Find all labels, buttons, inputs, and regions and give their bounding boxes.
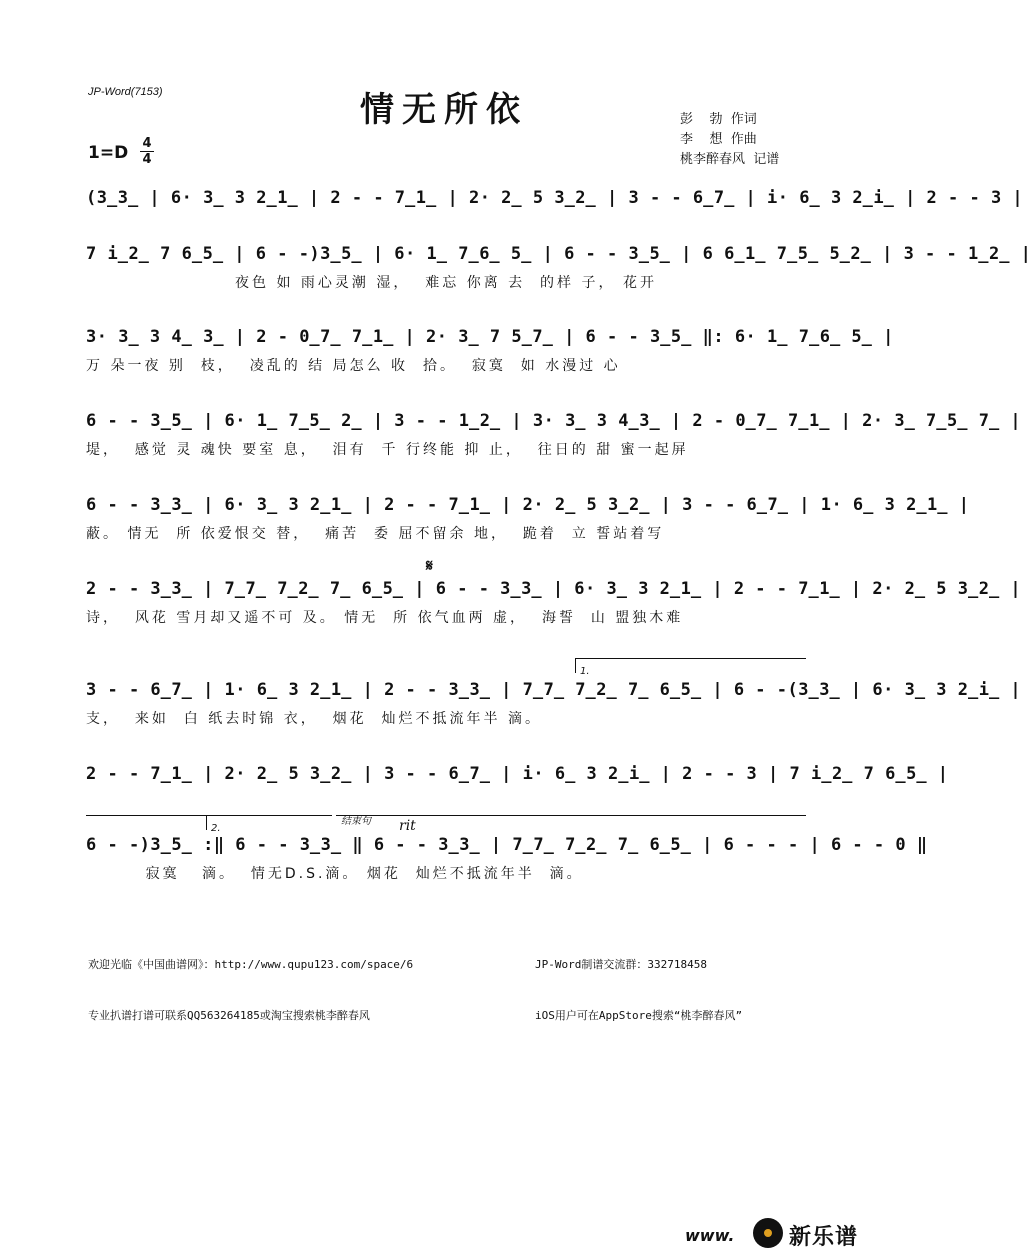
credits-block [680, 110, 779, 170]
notes-line: 2 - - 7̲1̲ | 2· 2̲ 5 3̲2̲ | 3 - - 6̲7̲ | i· 6̲ 3 2̲i̲ | 2 - - 3 | 7 i̲2̲ 7 6̲5̲ | [86, 764, 949, 784]
score-system-8 [86, 762, 949, 786]
footer-contact: 专业扒谱打谱可联系QQ563264185或淘宝搜索桃李醉春风 [88, 1009, 370, 1022]
footer-group: JP-Word制谱交流群：332718458 [535, 958, 707, 971]
record-disc-icon [753, 1218, 783, 1248]
lyrics-line: 万 朵一夜 别 枝， 凌乱的 结 局怎么 收 拾。 寂寞 如 水漫过 心 [86, 358, 621, 374]
score-system-2 [86, 242, 1031, 294]
score-system-5 [86, 493, 970, 545]
footer-ios: iOS用户可在AppStore搜索“桃李醉春风” [535, 1009, 743, 1022]
notes-line: 3 - - 6̲7̲ | 1· 6̲ 3 2̲1̲ | 2 - - 3̲3̲ | 7̲7̲ 7̲2̲ 7̲ 6̲5̲ | 6 - -(3̲3̲ | 6· 3̲ 3 2̲i̲ | [86, 680, 1022, 700]
composer-credit: 李 想 作曲 [680, 132, 757, 147]
segno-sign: 𝄋 [426, 556, 433, 575]
volta-1 [575, 658, 806, 677]
end-phrase-label: 结束句 [341, 816, 371, 827]
time-signature-top: 4 [142, 136, 152, 151]
brand-name: 新乐谱 [789, 1225, 859, 1250]
ritardando-mark: rit [399, 818, 416, 834]
notes-line: 7 i̲2̲ 7 6̲5̲ | 6 - -)3̲5̲ | 6· 1̲ 7̲6̲ 5̲ | 6 - - 3̲5̲ | 6 6̲1̲ 7̲5̲ 5̲2̲ | 3 - - 1̲2̲ | [86, 244, 1031, 264]
brand-www: www. [685, 1226, 735, 1245]
software-credit: JP-Word(7153) [88, 86, 163, 98]
transcriber-credit: 桃李醉春风 记谱 [680, 152, 780, 167]
lyricist-credit: 彭 勃 作词 [680, 112, 757, 127]
footer-website: 欢迎光临《中国曲谱网》：http://www.qupu123.com/space/6 [88, 958, 414, 971]
lyrics-line: 夜色 如 雨心灵潮 湿， 难忘 你离 去 的样 子， 花开 [86, 275, 657, 291]
volta-1-continuation [86, 815, 206, 816]
notes-line: 2 - - 3̲3̲ | 7̲7̲ 7̲2̲ 7̲ 6̲5̲ | 6 - - 3̲3̲ | 6· 3̲ 3 2̲1̲ | 2 - - 7̲1̲ | 2· 2̲ 5 3̲2̲ | [86, 579, 1022, 599]
lyrics-line: 诗， 风花 雪月却又遥不可 及。 情无 所 依气血两 虚， 海誓 山 盟独木难 [86, 610, 684, 626]
score-system-7 [86, 678, 1022, 730]
notes-line: (3̲3̲ | 6· 3̲ 3 2̲1̲ | 2 - - 7̲1̲ | 2· 2̲ 5 3̲2̲ | 3 - - 6̲7̲ | i· 6̲ 3 2̲i̲ | 2 - - 3 | [86, 188, 1024, 208]
site-brand [685, 1216, 885, 1252]
footer-right [535, 922, 742, 1041]
volta-1-label: 1. [580, 666, 590, 677]
song-title: 情无所依 [360, 90, 528, 130]
notes-line: 3· 3̲ 3 4̲ 3̲ | 2 - 0̲7̲ 7̲1̲ | 2· 3̲ 7 5̲7̲ | 6 - - 3̲5̲ ‖: 6· 1̲ 7̲6̲ 5̲ | [86, 327, 894, 347]
score-system-6 [86, 577, 1022, 629]
score-system-4 [86, 409, 1022, 461]
score-system-9 [86, 833, 928, 885]
footer-left [88, 922, 413, 1041]
time-signature [140, 137, 154, 166]
notes-line: 6 - -)3̲5̲ :‖ 6 - - 3̲3̲ ‖ 6 - - 3̲3̲ | 7̲7̲ 7̲2̲ 7̲ 6̲5̲ | 6 - - - | 6 - - 0 ‖ [86, 835, 928, 855]
score-system-1 [86, 186, 1024, 210]
lyrics-line: 蔽。 情无 所 依爱恨交 替， 痛苦 委 屈不留余 地， 跪着 立 誓站着写 [86, 526, 665, 542]
lyrics-line: 堤， 感觉 灵 魂快 要室 息， 泪有 千 行终能 抑 止， 往日的 甜 蜜一起屏 [86, 442, 689, 458]
lyrics-line: 寂寞 滴。 情无D.S.滴。 烟花 灿烂不抵流年半 滴。 [86, 866, 584, 882]
key-signature: 1=D [88, 143, 129, 163]
notes-line: 6 - - 3̲3̲ | 6· 3̲ 3 2̲1̲ | 2 - - 7̲1̲ | 2· 2̲ 5 3̲2̲ | 3 - - 6̲7̲ | 1· 6̲ 3 2̲1̲ | [86, 495, 970, 515]
time-signature-bottom: 4 [142, 152, 152, 167]
volta-2 [206, 815, 332, 834]
notes-line: 6 - - 3̲5̲ | 6· 1̲ 7̲5̲ 2̲ | 3 - - 1̲2̲ | 3· 3̲ 3 4̲3̲ | 2 - 0̲7̲ 7̲1̲ | 2· 3̲ 7̲5̲ 7̲ | [86, 411, 1022, 431]
end-phrase-line [336, 815, 806, 816]
lyrics-line: 支， 来如 白 纸去时锦 衣， 烟花 灿烂不抵流年半 滴。 [86, 711, 542, 727]
volta-2-label: 2. [211, 823, 221, 834]
score-system-3 [86, 325, 894, 377]
